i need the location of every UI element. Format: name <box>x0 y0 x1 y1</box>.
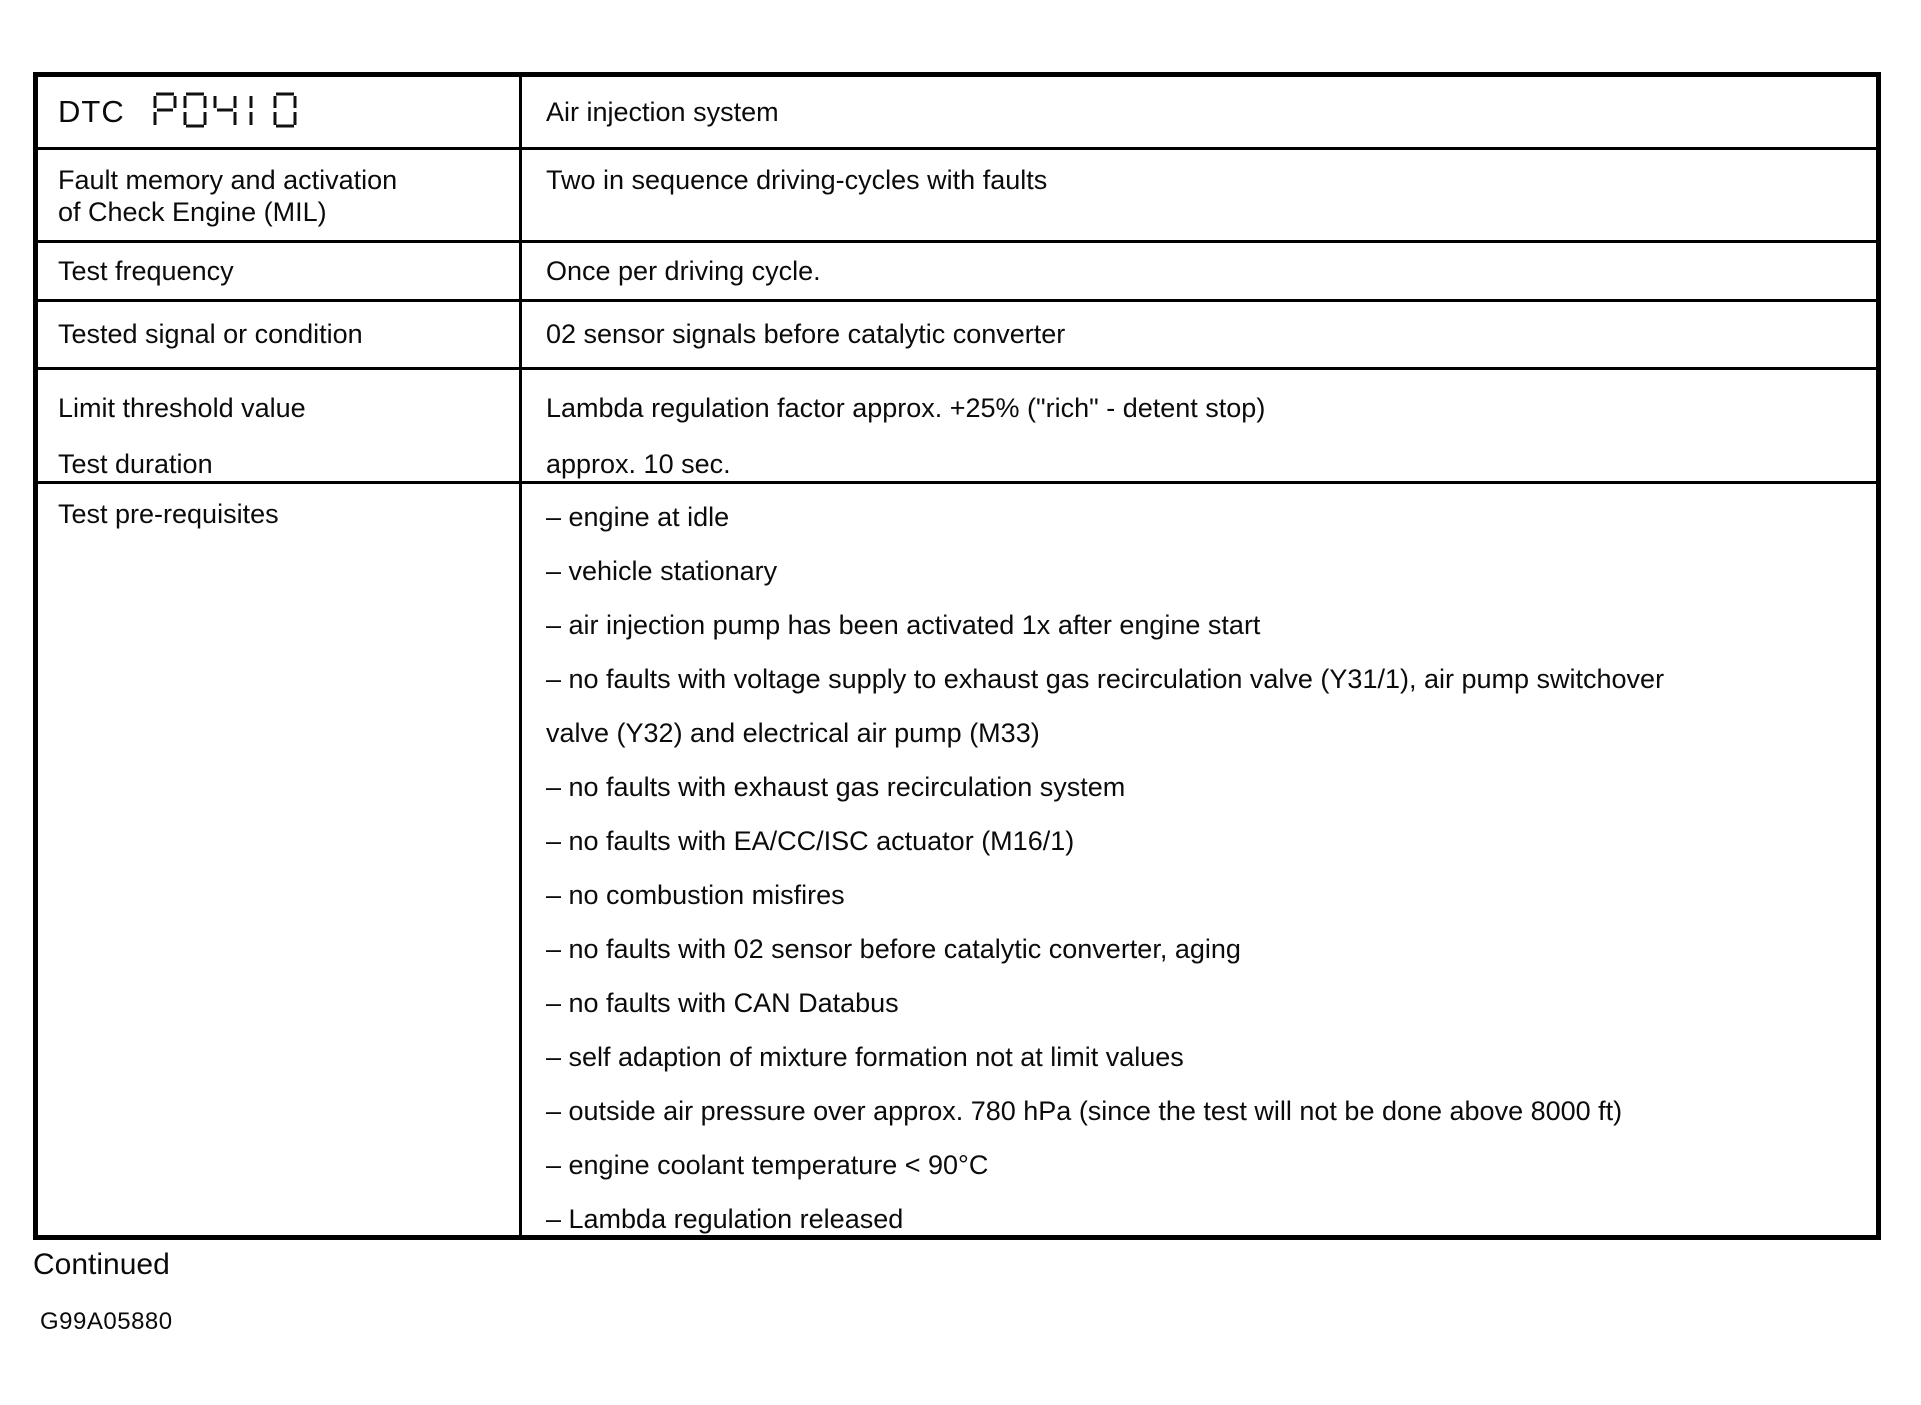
figure-code: G99A05880 <box>40 1308 173 1335</box>
prerequisite-line: – engine coolant temperature < 90°C <box>546 1150 989 1180</box>
test-duration-label: Test duration <box>58 449 213 479</box>
prerequisite-line: – no faults with EA/CC/ISC actuator (M16/1) <box>546 826 1075 856</box>
limit-threshold-value: Lambda regulation factor approx. +25% ("rich" - detent stop) <box>546 393 1266 423</box>
dtc-code-cell <box>38 77 522 147</box>
prerequisite-line-wrap: valve (Y32) and electrical air pump (M33) <box>546 718 1040 748</box>
prerequisite-line: – no faults with 02 sensor before catalytic converter, aging <box>546 934 1241 964</box>
prerequisite-line: – Lambda regulation released <box>546 1204 904 1234</box>
dtc-description-cell: Air injection system <box>546 96 779 127</box>
fault-memory-label-line2: of Check Engine (MIL) <box>58 197 327 227</box>
prerequisite-line: – outside air pressure over approx. 780 hPa (since the test will not be done above 8000 ft) <box>546 1096 1623 1126</box>
table-row-dtc <box>38 77 1876 150</box>
limit-threshold-label: Limit threshold value <box>58 393 306 423</box>
test-frequency-value-cell: Once per driving cycle. <box>546 255 821 286</box>
test-frequency-label-cell: Test frequency <box>38 243 522 299</box>
limit-threshold-value-cell <box>522 370 1876 481</box>
table-row-tested-signal <box>38 302 1876 370</box>
prerequisite-line: – no faults with voltage supply to exhaust gas recirculation valve (Y31/1), air pump switchover <box>546 664 1665 694</box>
table-row-limit-threshold <box>38 370 1876 484</box>
table-row-test-frequency <box>38 243 1876 302</box>
prerequisites-label-cell: Test pre-requisites <box>38 484 522 1235</box>
prerequisite-line: – no faults with exhaust gas recirculation system <box>546 772 1126 802</box>
lcd-char-P <box>155 94 175 125</box>
tested-signal-value-cell: 02 sensor signals before catalytic converter <box>546 319 1066 349</box>
lcd-dtc-code-display <box>153 92 303 132</box>
prerequisite-line: – no combustion misfires <box>546 880 845 910</box>
prerequisites-list <box>522 484 1876 1235</box>
prerequisite-line: – engine at idle <box>546 502 730 532</box>
fault-memory-label-cell <box>38 150 522 240</box>
table-row-prerequisites <box>38 484 1876 1235</box>
lcd-char-0b <box>275 94 295 126</box>
table-row-fault-memory <box>38 150 1876 243</box>
prerequisite-line: – vehicle stationary <box>546 556 778 586</box>
tested-signal-label-cell: Tested signal or condition <box>38 302 522 367</box>
lcd-char-4 <box>215 96 235 125</box>
limit-threshold-label-cell <box>38 370 522 481</box>
test-duration-value: approx. 10 sec. <box>546 449 731 479</box>
lcd-char-0 <box>185 94 205 126</box>
fault-memory-label-line1: Fault memory and activation <box>58 165 398 195</box>
fault-memory-value-cell: Two in sequence driving-cycles with faults <box>546 165 1048 195</box>
dtc-spec-table <box>33 72 1881 1240</box>
continued-label: Continued <box>33 1248 170 1281</box>
prerequisite-line: – air injection pump has been activated 1x after engine start <box>546 610 1261 640</box>
dtc-label: DTC <box>58 94 125 129</box>
prerequisite-line: – self adaption of mixture formation not at limit values <box>546 1042 1184 1072</box>
prerequisite-line: – no faults with CAN Databus <box>546 988 899 1018</box>
